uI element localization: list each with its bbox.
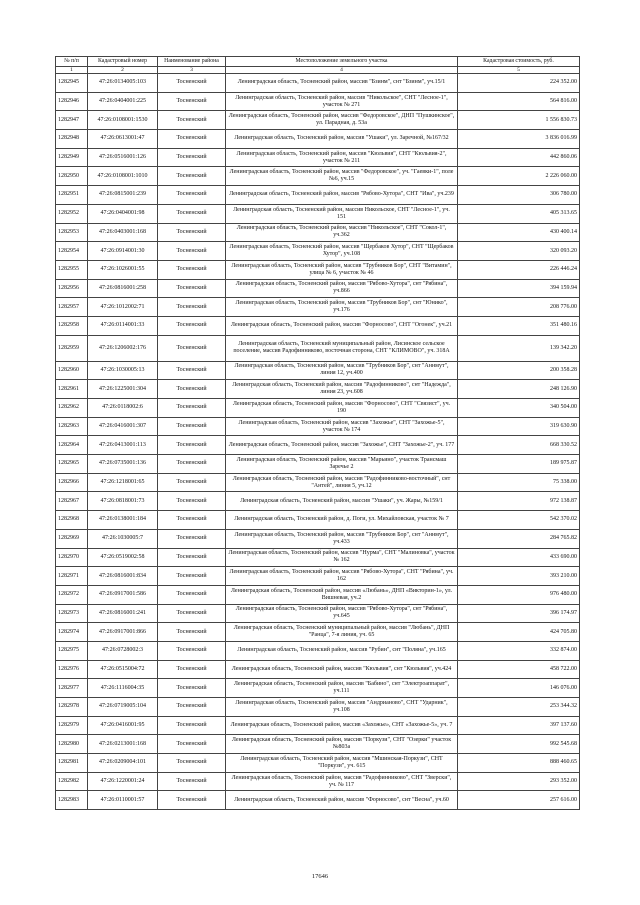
- header-cadastral-value: Кадастровая стоимость, руб.: [458, 57, 580, 67]
- location-cell: Ленинградская область, Тосненский муниципальный район, массив "Любань", ДНП "Ранца", 7-я линия, уч. 65: [226, 623, 458, 642]
- row-number-cell: 1282970: [56, 548, 88, 567]
- cadastral-value-cell: 139 342.20: [458, 335, 580, 361]
- location-cell: Ленинградская область, Тосненский район, д. Поги, ул. Михайловская, участок № 7: [226, 511, 458, 530]
- cadastral-value-cell: 3 836 016.99: [458, 130, 580, 149]
- cadastral-value-cell: 1 556 830.73: [458, 111, 580, 130]
- district-cell: Тосненский: [158, 436, 226, 455]
- district-cell: Тосненский: [158, 716, 226, 735]
- cadastral-value-cell: 253 344.32: [458, 698, 580, 717]
- row-number-cell: 1282972: [56, 585, 88, 604]
- row-number-cell: 1282976: [56, 660, 88, 679]
- location-cell: Ленинградская область, Тосненский район, массив «Любань», ДНП «Викторин-1», ул. Вишневая, уч.2: [226, 585, 458, 604]
- row-number-cell: 1282977: [56, 679, 88, 698]
- district-cell: Тосненский: [158, 772, 226, 791]
- header-location: Местоположение земельного участка: [226, 57, 458, 67]
- location-cell: Ленинградская область, Тосненский район, массив "Ушаки", уч. Жары, №159/1: [226, 492, 458, 511]
- cadastral-number-cell: 47:26:0413001:113: [88, 436, 158, 455]
- district-cell: Тосненский: [158, 511, 226, 530]
- location-cell: Ленинградская область, Тосненский район, массив "Трубников Бор", снт "Юнико", уч.176: [226, 298, 458, 317]
- row-number-cell: 1282978: [56, 698, 88, 717]
- header-district: Наименование района: [158, 57, 226, 67]
- location-cell: Ленинградская область, Тосненский район, массив "Рябово-Хутора", СНТ "Рябина", уч. 162: [226, 567, 458, 586]
- cadastral-value-cell: 248 126.90: [458, 380, 580, 399]
- cadastral-value-cell: 146 076.00: [458, 679, 580, 698]
- district-cell: Тосненский: [158, 279, 226, 298]
- location-cell: Ленинградская область, Тосненский район, массив "Захожье", СНТ "Захожье-2", уч. 177: [226, 436, 458, 455]
- location-cell: Ленинградская область, Тосненский район, массив "Нурма", СНТ "Малиновка", участок № 162: [226, 548, 458, 567]
- cadastral-value-cell: 542 370.02: [458, 511, 580, 530]
- table-row: [56, 316, 580, 335]
- row-number-cell: 1282952: [56, 204, 88, 223]
- district-cell: Тосненский: [158, 399, 226, 418]
- district-cell: Тосненский: [158, 380, 226, 399]
- district-cell: Тосненский: [158, 167, 226, 186]
- table-row: [56, 335, 580, 361]
- cadastral-value-cell: 972 138.87: [458, 492, 580, 511]
- district-cell: Тосненский: [158, 604, 226, 623]
- cadastral-value-cell: 564 816.00: [458, 92, 580, 111]
- district-cell: Тосненский: [158, 548, 226, 567]
- cadastral-number-cell: 47:26:0515004:72: [88, 660, 158, 679]
- cadastral-number-cell: 47:26:0118002:6: [88, 399, 158, 418]
- district-cell: Тосненский: [158, 529, 226, 548]
- district-cell: Тосненский: [158, 204, 226, 223]
- cadastral-number-cell: 47:26:0816001:258: [88, 279, 158, 298]
- row-number-cell: 1282957: [56, 298, 88, 317]
- location-cell: Ленинградская область, Тосненский район, массив "Бзинм", снт "Бзинм", уч.15/1: [226, 74, 458, 93]
- cadastral-value-cell: 393 210.00: [458, 567, 580, 586]
- location-cell: Ленинградская область, Тосненский район, массив "Федоровское", ДНП "Пушкинское", ул. Парадная, д. 53а: [226, 111, 458, 130]
- table-row: [56, 186, 580, 205]
- cadastral-number-cell: 47:26:0114001:33: [88, 316, 158, 335]
- cadastral-value-table: [55, 56, 580, 810]
- table-row: [56, 660, 580, 679]
- location-cell: Ленинградская область, Тосненский район, массив "Поркузи", СНТ "Озерки" участок №803а: [226, 735, 458, 754]
- cadastral-value-cell: 992 545.68: [458, 735, 580, 754]
- cadastral-value-cell: 293 352.00: [458, 772, 580, 791]
- table-row: [56, 641, 580, 660]
- table-row: [56, 548, 580, 567]
- cadastral-value-cell: 306 780.00: [458, 186, 580, 205]
- cadastral-number-cell: 47:26:1012002:71: [88, 298, 158, 317]
- row-number-cell: 1282982: [56, 772, 88, 791]
- cadastral-value-cell: 976 480.00: [458, 585, 580, 604]
- location-cell: Ленинградская область, Тосненский район, массив "Рябово-Хутора", снт "Рябина", уч.645: [226, 604, 458, 623]
- table-header-row: [56, 57, 580, 67]
- row-number-cell: 1282962: [56, 399, 88, 418]
- location-cell: Ленинградская область, Тосненский район, массив "Федоровское", уч. "Гаевки-1", поле №6, уч.15: [226, 167, 458, 186]
- cadastral-number-cell: 47:26:0917001:586: [88, 585, 158, 604]
- cadastral-value-cell: 257 616.00: [458, 791, 580, 810]
- cadastral-value-cell: 396 174.97: [458, 604, 580, 623]
- cadastral-number-cell: 47:26:1116004:35: [88, 679, 158, 698]
- row-number-cell: 1282958: [56, 316, 88, 335]
- row-number-cell: 1282955: [56, 260, 88, 279]
- district-cell: Тосненский: [158, 316, 226, 335]
- location-cell: Ленинградская область, Тосненский район, массив "Марьино", участок Трансмаш Заречье 2: [226, 455, 458, 474]
- row-number-cell: 1282950: [56, 167, 88, 186]
- cadastral-value-cell: 394 159.94: [458, 279, 580, 298]
- district-cell: Тосненский: [158, 223, 226, 242]
- row-number-cell: 1282949: [56, 148, 88, 167]
- column-number: 3: [158, 67, 226, 74]
- cadastral-number-cell: 47:26:0728002:3: [88, 641, 158, 660]
- district-cell: Тосненский: [158, 186, 226, 205]
- row-number-cell: 1282960: [56, 361, 88, 380]
- row-number-cell: 1282964: [56, 436, 88, 455]
- table-row: [56, 74, 580, 93]
- district-cell: Тосненский: [158, 623, 226, 642]
- location-cell: Ленинградская область, Тосненский район, массив "Рубин", снт "Поляна", уч.165: [226, 641, 458, 660]
- row-number-cell: 1282965: [56, 455, 88, 474]
- table-row: [56, 223, 580, 242]
- row-number-cell: 1282956: [56, 279, 88, 298]
- district-cell: Тосненский: [158, 92, 226, 111]
- row-number-cell: 1282980: [56, 735, 88, 754]
- column-number: 1: [56, 67, 88, 74]
- location-cell: Ленинградская область, Тосненский район, массив "Андрианово", СНТ "Ударник", уч.108: [226, 698, 458, 717]
- table-row: [56, 604, 580, 623]
- cadastral-number-cell: 47:26:0416001:307: [88, 417, 158, 436]
- cadastral-number-cell: 47:26:0917001:866: [88, 623, 158, 642]
- location-cell: Ленинградская область, Тосненский район, массив Никольское, СНТ "Лесное-1", уч. 151: [226, 204, 458, 223]
- row-number-cell: 1282974: [56, 623, 88, 642]
- location-cell: Ленинградская область, Тосненский район, массив "Форносово", СНТ "Связист", уч. 190: [226, 399, 458, 418]
- cadastral-number-cell: 47:26:0516001:126: [88, 148, 158, 167]
- location-cell: Ленинградская область, Тосненский район, массив "Трубников Бор", снт "Аннмут", уч.433: [226, 529, 458, 548]
- cadastral-value-cell: 442 860.06: [458, 148, 580, 167]
- row-number-cell: 1282963: [56, 417, 88, 436]
- header-cadastral-number: Кадастровый номер: [88, 57, 158, 67]
- location-cell: Ленинградская область, Тосненский район, массив "Рябово-Хутора", снт "Рябина", уч.866: [226, 279, 458, 298]
- cadastral-number-cell: 47:26:0134005:103: [88, 74, 158, 93]
- table-row: [56, 716, 580, 735]
- row-number-cell: 1282948: [56, 130, 88, 149]
- cadastral-value-cell: 424 705.80: [458, 623, 580, 642]
- header-row-number: № п/п: [56, 57, 88, 67]
- table-row: [56, 380, 580, 399]
- row-number-cell: 1282954: [56, 242, 88, 261]
- location-cell: Ленинградская область, Тосненский район, массив "Кюльвия", снт "Кюльвия", уч.424: [226, 660, 458, 679]
- cadastral-number-cell: 47:26:0209004:101: [88, 754, 158, 773]
- page-number: 17646: [311, 873, 329, 880]
- cadastral-value-cell: 284 765.82: [458, 529, 580, 548]
- row-number-cell: 1282979: [56, 716, 88, 735]
- row-number-cell: 1282983: [56, 791, 88, 810]
- table-row: [56, 111, 580, 130]
- district-cell: Тосненский: [158, 567, 226, 586]
- row-number-cell: 1282951: [56, 186, 88, 205]
- location-cell: Ленинградская область, Тосненский район, массив "Радофинниково", снт "Надежда", линия 23, уч.608: [226, 380, 458, 399]
- table-row: [56, 92, 580, 111]
- row-number-cell: 1282967: [56, 492, 88, 511]
- cadastral-number-cell: 47:26:0816001:241: [88, 604, 158, 623]
- location-cell: Ленинградская область, Тосненский район, массив «Захожье», СНТ «Захожье-5», уч. 7: [226, 716, 458, 735]
- table-row: [56, 436, 580, 455]
- location-cell: Ленинградская область, Тосненский район, массив "Радофинниково", СНТ "Зверски", уч. № 117: [226, 772, 458, 791]
- cadastral-number-cell: 47:26:0404001:225: [88, 92, 158, 111]
- row-number-cell: 1282945: [56, 74, 88, 93]
- location-cell: Ленинградская область, Тосненский район, массив "Форносово", снт "Весна", уч.60: [226, 791, 458, 810]
- location-cell: Ленинградская область, Тосненский район, массив "Ушаки", ул. Заречной, №167/32: [226, 130, 458, 149]
- location-cell: Ленинградская область, Тосненский район, массив "Захожье", СНТ "Захожье-5", участок № 174: [226, 417, 458, 436]
- cadastral-number-cell: 47:26:0213001:168: [88, 735, 158, 754]
- table-row: [56, 130, 580, 149]
- table-row: [56, 623, 580, 642]
- cadastral-number-cell: 47:26:0914001:30: [88, 242, 158, 261]
- table-row: [56, 473, 580, 492]
- table-row: [56, 399, 580, 418]
- location-cell: Ленинградская область, Тосненский район, массив "Щербаков Хутор", СНТ "Щербаков Хутор", уч.108: [226, 242, 458, 261]
- cadastral-value-cell: 888 460.65: [458, 754, 580, 773]
- district-cell: Тосненский: [158, 417, 226, 436]
- cadastral-number-cell: 47:26:1220001:24: [88, 772, 158, 791]
- location-cell: Ленинградская область, Тосненский район, массив "Форносово", СНТ "Огонек", уч.21: [226, 316, 458, 335]
- district-cell: Тосненский: [158, 111, 226, 130]
- district-cell: Тосненский: [158, 754, 226, 773]
- cadastral-number-cell: 47:26:0403001:168: [88, 223, 158, 242]
- district-cell: Тосненский: [158, 74, 226, 93]
- location-cell: Ленинградская область, Тосненский муниципальный район, Лисинское сельское поселение, массив Радофинниково, восточная сторона, СНТ "КЛИМОВО", уч. 318А: [226, 335, 458, 361]
- row-number-cell: 1282971: [56, 567, 88, 586]
- table-row: [56, 204, 580, 223]
- cadastral-number-cell: 47:26:1030005:7: [88, 529, 158, 548]
- row-number-cell: 1282969: [56, 529, 88, 548]
- district-cell: Тосненский: [158, 242, 226, 261]
- table-row: [56, 298, 580, 317]
- table-row: [56, 585, 580, 604]
- location-cell: Ленинградская область, Тосненский район, массив "Бабино", снт "Электроаппарат", уч.111: [226, 679, 458, 698]
- district-cell: Тосненский: [158, 660, 226, 679]
- table-row: [56, 361, 580, 380]
- district-cell: Тосненский: [158, 679, 226, 698]
- row-number-cell: 1282968: [56, 511, 88, 530]
- district-cell: Тосненский: [158, 335, 226, 361]
- cadastral-number-cell: 47:26:0735001:136: [88, 455, 158, 474]
- cadastral-number-cell: 47:26:1030005:13: [88, 361, 158, 380]
- table-row: [56, 529, 580, 548]
- cadastral-number-cell: 47:26:0613001:47: [88, 130, 158, 149]
- table-row: [56, 492, 580, 511]
- location-cell: Ленинградская область, Тосненский район, массив "Никольское", СНТ "Сокол-1", уч.362: [226, 223, 458, 242]
- location-cell: Ленинградская область, Тосненский район, массив "Рябово-Хутора", СНТ "Ива", уч.239: [226, 186, 458, 205]
- table-row: [56, 754, 580, 773]
- table-row: [56, 567, 580, 586]
- cadastral-number-cell: 47:26:0815001:239: [88, 186, 158, 205]
- location-cell: Ленинградская область, Тосненский район, массив "Трубников Бор", снт "Аннмут", линия 12, уч.400: [226, 361, 458, 380]
- location-cell: Ленинградская область, Тосненский район, массив "Никольское", СНТ "Лесное-1", участок № 271: [226, 92, 458, 111]
- row-number-cell: 1282981: [56, 754, 88, 773]
- cadastral-number-cell: 47:26:0816001:834: [88, 567, 158, 586]
- district-cell: Тосненский: [158, 791, 226, 810]
- cadastral-number-cell: 47:26:0108001:1530: [88, 111, 158, 130]
- table-row: [56, 791, 580, 810]
- cadastral-value-cell: 405 313.65: [458, 204, 580, 223]
- cadastral-value-cell: 319 630.90: [458, 417, 580, 436]
- cadastral-value-cell: 351 480.16: [458, 316, 580, 335]
- district-cell: Тосненский: [158, 473, 226, 492]
- row-number-cell: 1282973: [56, 604, 88, 623]
- table-row: [56, 698, 580, 717]
- cadastral-value-cell: 397 137.60: [458, 716, 580, 735]
- row-number-cell: 1282947: [56, 111, 88, 130]
- cadastral-value-cell: 200 358.28: [458, 361, 580, 380]
- cadastral-value-cell: 2 226 060.00: [458, 167, 580, 186]
- cadastral-number-cell: 47:26:0416001:95: [88, 716, 158, 735]
- row-number-cell: 1282961: [56, 380, 88, 399]
- cadastral-value-cell: 189 975.87: [458, 455, 580, 474]
- cadastral-number-cell: 47:26:1218001:65: [88, 473, 158, 492]
- district-cell: Тосненский: [158, 492, 226, 511]
- cadastral-value-cell: 208 776.00: [458, 298, 580, 317]
- cadastral-number-cell: 47:26:0818001:73: [88, 492, 158, 511]
- cadastral-number-cell: 47:26:1026001:55: [88, 260, 158, 279]
- table-row: [56, 148, 580, 167]
- cadastral-value-cell: 430 400.14: [458, 223, 580, 242]
- cadastral-value-cell: 668 330.52: [458, 436, 580, 455]
- location-cell: Ленинградская область, Тосненский район, массив "Кюльвия", СНТ "Кюльвия-2", участок № 211: [226, 148, 458, 167]
- cadastral-value-cell: 433 690.00: [458, 548, 580, 567]
- table-row: [56, 242, 580, 261]
- table-row: [56, 279, 580, 298]
- table-row: [56, 260, 580, 279]
- column-number: 2: [88, 67, 158, 74]
- cadastral-number-cell: 47:26:0719005:104: [88, 698, 158, 717]
- cadastral-value-cell: 458 722.00: [458, 660, 580, 679]
- row-number-cell: 1282975: [56, 641, 88, 660]
- row-number-cell: 1282946: [56, 92, 88, 111]
- location-cell: Ленинградская область, Тосненский район, массив "Трубников Бор", СНТ "Витамин", улица № 6, участок № 46: [226, 260, 458, 279]
- district-cell: Тосненский: [158, 641, 226, 660]
- district-cell: Тосненский: [158, 585, 226, 604]
- table-row: [56, 679, 580, 698]
- cadastral-number-cell: 47:26:1225001:304: [88, 380, 158, 399]
- column-number-row: [56, 67, 580, 74]
- table-body: [56, 74, 580, 810]
- table-row: [56, 735, 580, 754]
- row-number-cell: 1282953: [56, 223, 88, 242]
- cadastral-value-cell: 224 352.00: [458, 74, 580, 93]
- district-cell: Тосненский: [158, 735, 226, 754]
- cadastral-number-cell: 47:26:0108001:1010: [88, 167, 158, 186]
- location-cell: Ленинградская область, Тосненский район, массив "Мшинская-Поркузи", СНТ "Поркузи", уч. 615: [226, 754, 458, 773]
- district-cell: Тосненский: [158, 298, 226, 317]
- column-number: 5: [458, 67, 580, 74]
- district-cell: Тосненский: [158, 130, 226, 149]
- cadastral-number-cell: 47:26:0519002:58: [88, 548, 158, 567]
- cadastral-number-cell: 47:26:1206002:176: [88, 335, 158, 361]
- location-cell: Ленинградская область, Тосненский район, массив "Радофинниково-восточный", снт "Антей", линия 5, уч.12: [226, 473, 458, 492]
- district-cell: Тосненский: [158, 148, 226, 167]
- table-row: [56, 772, 580, 791]
- table-row: [56, 417, 580, 436]
- table-row: [56, 167, 580, 186]
- row-number-cell: 1282959: [56, 335, 88, 361]
- cadastral-value-cell: 340 504.00: [458, 399, 580, 418]
- district-cell: Тосненский: [158, 698, 226, 717]
- cadastral-value-cell: 75 338.00: [458, 473, 580, 492]
- cadastral-value-cell: 332 874.00: [458, 641, 580, 660]
- cadastral-number-cell: 47:26:0138001:184: [88, 511, 158, 530]
- table-row: [56, 455, 580, 474]
- column-number: 4: [226, 67, 458, 74]
- district-cell: Тосненский: [158, 361, 226, 380]
- table-row: [56, 511, 580, 530]
- cadastral-value-cell: 320 093.20: [458, 242, 580, 261]
- district-cell: Тосненский: [158, 455, 226, 474]
- row-number-cell: 1282966: [56, 473, 88, 492]
- cadastral-number-cell: 47:26:0404001:98: [88, 204, 158, 223]
- cadastral-value-cell: 226 446.24: [458, 260, 580, 279]
- cadastral-number-cell: 47:26:0110001:57: [88, 791, 158, 810]
- district-cell: Тосненский: [158, 260, 226, 279]
